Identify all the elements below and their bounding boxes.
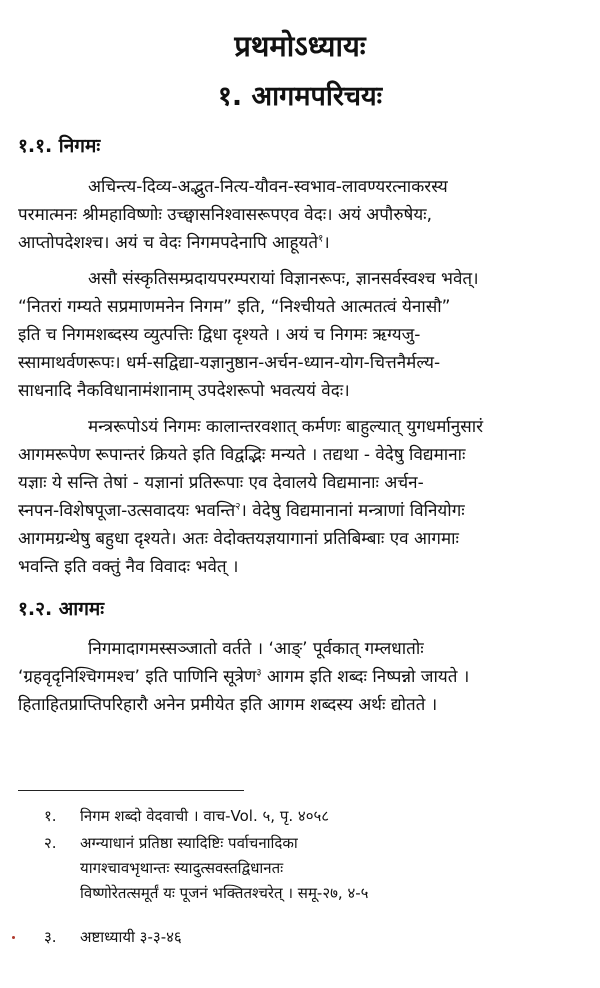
footnote-text: अष्टाध्यायी ३-३-४६ [80, 928, 182, 946]
paragraph-line: भवन्ति इति वक्तुं नैव विवादः भवेत् । [18, 557, 239, 577]
paragraph-line: हिताहितप्राप्तिपरिहारौ अनेन प्रमीयेत इति आगम शब्दस्य अर्थः द्योतते । [18, 695, 438, 715]
paragraph-line: साधनादि नैकविधानामंशानाम् उपदेशरूपो भवत्ययं वेदः। [18, 381, 350, 401]
paragraph-line: आगमरूपेण रूपान्तरं क्रियते इति विद्वद्भिः मन्यते । तद्यथा - वेदेषु विद्यमानाः [18, 445, 466, 465]
footnote-text: अग्न्याधानं प्रतिष्ठा स्यादिष्टिः पर्वाचनादिका [80, 834, 298, 852]
footnote-ref-3: ३ [256, 667, 262, 679]
paragraph-line: यज्ञाः ये सन्ति तेषां - यज्ञानां प्रतिरूपाः एव देवालये विद्यमानाः अर्चन- [18, 473, 424, 493]
subsection-heading-agama: १.२. आगमः [18, 598, 105, 620]
paragraph-line: मन्त्ररूपोऽयं निगमः कालान्तरवशात् कर्मणः बाहुल्यात् युगधर्मानुसारं [88, 417, 484, 437]
paragraph-text: स्नपन-विशेषपूजा-उत्सवादयः भवन्ति [18, 501, 236, 521]
subsection-heading-nigama: १.१. निगमः [18, 135, 101, 157]
footnote-divider [18, 790, 244, 791]
paragraph-line: इति च निगमशब्दस्य व्युत्पत्तिः द्विधा दृश्यते । अयं च निगमः ऋग्यजु- [18, 325, 421, 345]
section-title: १. आगमपरिचयः [217, 81, 383, 112]
footnote-number: १. [44, 807, 57, 825]
paragraph-line: स्सामाथर्वणरूपः। धर्म-सद्विद्या-यज्ञानुष्ठान-अर्चन-ध्यान-योग-चित्तनैर्मल्य- [18, 353, 441, 373]
footnote-ref-1: १ [318, 233, 324, 245]
paragraph-line: आगमग्रन्थेषु बहुधा दृश्यते। अतः वेदोक्तयज्ञयागानां प्रतिबिम्बाः एव आगमाः [18, 529, 459, 549]
paragraph-line: “नितरां गम्यते सप्रमाणमनेन निगम” इति, “निश्चीयते आत्मतत्वं येनासौ” [18, 297, 451, 317]
paragraph-line: असौ संस्कृतिसम्प्रदायपरम्परायां विज्ञानरूपः, ज्ञानसर्वस्वश्च भवेत्। [88, 269, 479, 289]
paragraph-line [18, 498, 465, 524]
paragraph-text: ‘ग्रहवृदृनिश्चिगमश्च’ इति पाणिनि सूत्रेण [18, 667, 257, 687]
paragraph-text: । वेदेषु विद्यमानानां मन्त्राणां विनियोगः [240, 501, 465, 521]
paragraph-line [18, 664, 469, 690]
footnote-text: विष्णोरेतत्समूर्तं यः पूजनं भक्तितश्चरेत् । समू-२७, ४-५ [80, 884, 369, 902]
paragraph-line: अचिन्त्य-दिव्य-अद्भुत-नित्य-यौवन-स्वभाव-लावण्यरत्नाकरस्य [88, 177, 448, 197]
paragraph-line: परमात्मनः श्रीमहाविष्णोः उच्छ्वासनिश्वासरूपएव वेदः। अयं अपौरुषेयः, [18, 205, 433, 225]
footnote-ref-2: २ [235, 501, 241, 513]
margin-dot [12, 936, 15, 939]
paragraph-text: आगम इति शब्दः निष्पन्नो जायते । [266, 667, 470, 687]
footnote-text: निगम शब्दो वेदवाची । वाच-Vol. ५, पृ. ४०५८ [80, 807, 330, 825]
chapter-title: प्रथमोऽध्यायः [234, 29, 366, 63]
paragraph-line: निगमादागमस्सञ्जातो वर्तते । ‘आङ्’ पूर्वकात् गम्लधातोः [88, 639, 424, 659]
paragraph-line: आप्तोपदेशश्च। अयं च वेदः निगमपदेनापि आहूयते$^१$। [18, 233, 330, 253]
footnote-number: ३. [44, 928, 57, 946]
footnote-text: यागश्चावभृथान्तः स्यादुत्सवस्तद्विधानतः [80, 859, 284, 877]
paragraph-text: आप्तोपदेशश्च। अयं च वेदः निगमपदेनापि आहूयते [18, 233, 319, 253]
footnote-number: २. [44, 834, 57, 852]
